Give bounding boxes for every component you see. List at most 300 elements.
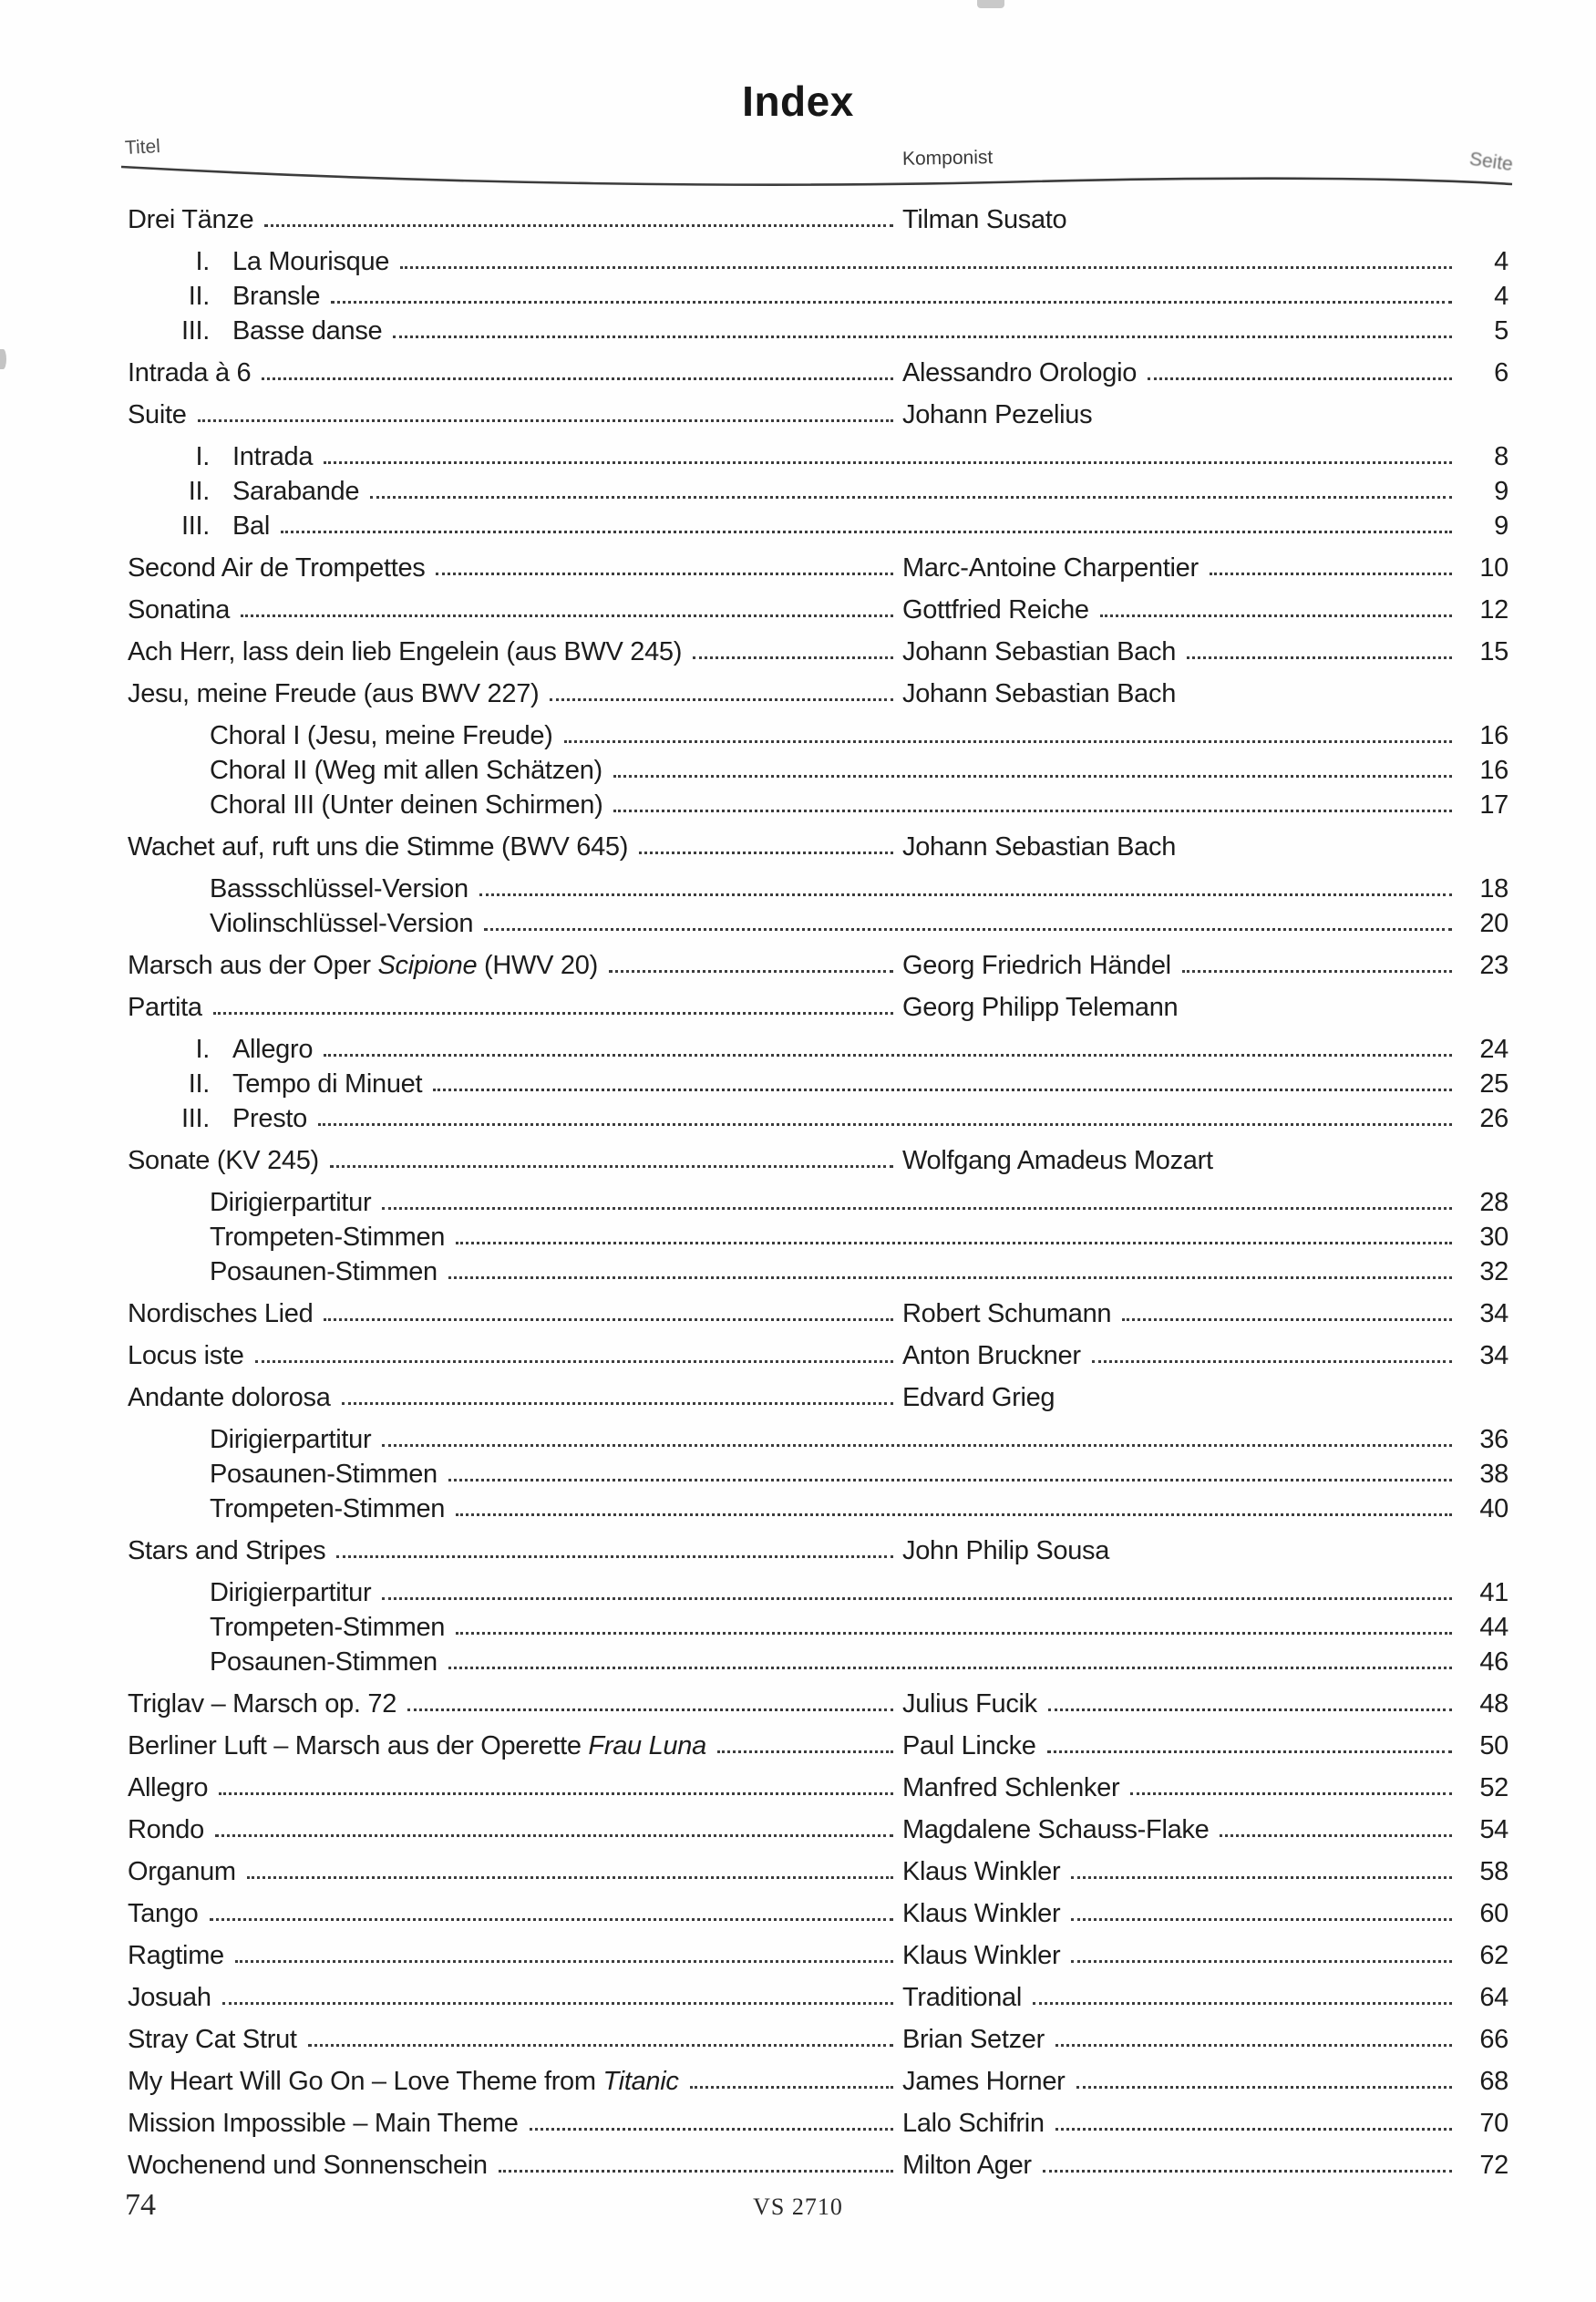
toc-row-left [128, 1495, 1461, 1524]
toc-row-left [128, 283, 1461, 312]
entry-page-number: 8 [1494, 442, 1508, 472]
dot-leader [456, 1242, 1452, 1244]
dot-leader [235, 1960, 893, 1963]
movement-numeral: III. [180, 1104, 210, 1134]
entry-title-text: Stars and Stripes [128, 1536, 326, 1566]
header-rule-line [121, 160, 1513, 193]
toc-row [128, 786, 1508, 821]
toc-row-left [128, 1774, 902, 1803]
entry-page-number: 36 [1479, 1425, 1508, 1455]
entry-title [210, 1258, 438, 1287]
entry-title-text: Intrada [232, 442, 314, 472]
entry-title-text: Ach Herr, lass dein lieb Engelein (aus BWV 245) [128, 637, 683, 667]
entry-composer: Traditional [902, 1983, 1023, 2013]
entry-title-text: Choral II (Weg mit allen Schätzen) [210, 756, 602, 786]
column-header-titel: Titel [124, 135, 161, 160]
toc-row [128, 904, 1508, 939]
toc-row-left [128, 1189, 1461, 1218]
entry-title [210, 1614, 445, 1643]
toc-row [128, 542, 1508, 583]
entry-title-text: Rondo [128, 1815, 204, 1845]
toc-row-left [128, 1614, 1461, 1643]
entry-title-text: Partita [128, 993, 202, 1023]
toc-row [128, 1929, 1508, 1971]
entry-composer: Johann Sebastian Bach [902, 832, 1177, 862]
entry-page-number: 9 [1494, 511, 1508, 542]
dot-leader [1187, 656, 1452, 659]
entry-title-italic: Titanic [602, 2067, 679, 2097]
dot-leader [1220, 1834, 1452, 1837]
dot-leader [1055, 2044, 1452, 2047]
entry-title-text: Triglav – Marsch op. 72 [128, 1689, 397, 1719]
dot-leader [1182, 970, 1452, 973]
dot-leader [1148, 377, 1452, 380]
toc-row [128, 1524, 1508, 1566]
entry-title-text: Trompeten-Stimmen [210, 1494, 446, 1524]
entry-title [232, 248, 389, 277]
entry-title-text: Allegro [128, 1773, 209, 1803]
toc-row [128, 1677, 1508, 1719]
dot-leader [1033, 2002, 1452, 2005]
toc-row-left [128, 1537, 902, 1566]
entry-title [210, 1223, 445, 1253]
dot-leader [550, 698, 893, 701]
entry-page-number: 48 [1479, 1689, 1508, 1719]
toc-row [128, 507, 1508, 542]
toc-row-left [128, 2152, 902, 2181]
entry-title-text: Organum [128, 1857, 236, 1887]
entry-title-text: Second Air de Trompettes [128, 553, 426, 583]
entry-composer: Tilman Susato [902, 205, 1067, 235]
entry-title [210, 875, 469, 904]
toc-row [128, 717, 1508, 751]
toc-row [128, 667, 1508, 709]
dot-leader [690, 2086, 893, 2089]
dot-leader [264, 224, 893, 227]
entry-title-text: Tango [128, 1899, 199, 1929]
entry-page-number: 58 [1479, 1857, 1508, 1887]
dot-leader [219, 1792, 893, 1795]
dot-leader [247, 1876, 893, 1879]
entry-title-text: Wochenend und Sonnenschein [128, 2151, 488, 2181]
toc-row [128, 1608, 1508, 1643]
entry-page-number: 16 [1479, 721, 1508, 751]
entry-page-number: 12 [1479, 595, 1508, 625]
entry-title [232, 1105, 307, 1134]
entry-title [210, 1495, 445, 1524]
toc-row-left [128, 1258, 1461, 1287]
entry-title [232, 1036, 313, 1065]
entry-composer: Klaus Winkler [902, 1899, 1061, 1929]
toc-row-left [128, 478, 1461, 507]
toc-row [128, 939, 1508, 981]
toc-list [128, 193, 1508, 2181]
entry-page-number: 40 [1479, 1494, 1508, 1524]
entry-composer: Anton Bruckner [902, 1341, 1081, 1371]
dot-leader [436, 573, 893, 575]
entry-composer: Klaus Winkler [902, 1941, 1061, 1971]
dot-leader [210, 1918, 893, 1921]
toc-row-left [128, 952, 902, 981]
entry-title-text: Nordisches Lied [128, 1299, 314, 1329]
toc-row-left [128, 638, 902, 667]
movement-numeral: II. [188, 282, 210, 312]
movement-numeral: I. [195, 247, 210, 277]
toc-row-left [128, 1342, 902, 1371]
toc-row [128, 312, 1508, 346]
entry-page-number: 66 [1479, 2025, 1508, 2055]
toc-row-left [128, 554, 902, 583]
toc-row [128, 2139, 1508, 2181]
entry-title [210, 1426, 371, 1455]
footer-page-number: 74 [125, 2188, 156, 2222]
entry-composer: Wolfgang Amadeus Mozart [902, 1146, 1213, 1176]
toc-row-left [128, 596, 902, 625]
entry-title [128, 1690, 396, 1719]
entry-composer: James Horner [902, 2067, 1066, 2097]
toc-row-left [128, 443, 1461, 472]
dot-leader [448, 1667, 1452, 1669]
entry-composer: Robert Schumann [902, 1299, 1112, 1329]
entry-title [210, 910, 473, 939]
entry-page-number: 38 [1479, 1460, 1508, 1490]
dot-leader [222, 2002, 893, 2005]
toc-row-left [128, 791, 1461, 821]
dot-leader [1071, 1918, 1452, 1921]
toc-row-left [128, 1384, 902, 1413]
dot-leader [1071, 1876, 1452, 1879]
dot-leader [324, 461, 1452, 464]
toc-row-left [128, 722, 1461, 751]
entry-title-text: Intrada à 6 [128, 358, 252, 388]
entry-title [128, 401, 187, 430]
toc-row-left [128, 1858, 902, 1887]
entry-page-number: 34 [1479, 1299, 1508, 1329]
dot-leader [484, 928, 1452, 931]
toc-row [128, 1371, 1508, 1413]
entry-title-text: Tempo di Minuet [232, 1069, 423, 1099]
toc-row [128, 1455, 1508, 1490]
entry-page-number: 41 [1479, 1578, 1508, 1608]
entry-title-text: Suite [128, 400, 187, 430]
entry-page-number: 15 [1479, 637, 1508, 667]
entry-page-number: 70 [1479, 2109, 1508, 2139]
toc-row-left [128, 1984, 902, 2013]
entry-page-number: 17 [1479, 790, 1508, 821]
entry-composer: Georg Philipp Telemann [902, 993, 1179, 1023]
toc-row-left [128, 401, 902, 430]
toc-row-left [128, 206, 902, 235]
entry-page-number: 72 [1479, 2151, 1508, 2181]
entry-page-number: 32 [1479, 1257, 1508, 1287]
toc-row-left [128, 2068, 902, 2097]
toc-row-left [128, 1732, 902, 1761]
entry-title-text: My Heart Will Go On – Love Theme from [128, 2067, 603, 2097]
movement-numeral: III. [180, 511, 210, 542]
dot-leader [1071, 1960, 1452, 1963]
dot-leader [336, 1555, 893, 1558]
entry-title-text: Dirigierpartitur [210, 1188, 372, 1218]
toc-row [128, 1574, 1508, 1608]
dot-leader [1210, 573, 1452, 575]
entry-title-text: La Mourisque [232, 247, 390, 277]
dot-leader [1055, 2128, 1452, 2131]
entry-page-number: 18 [1479, 874, 1508, 904]
entry-composer: Johann Pezelius [902, 400, 1093, 430]
entry-title [232, 478, 359, 507]
entry-composer: John Philip Sousa [902, 1536, 1110, 1566]
entry-title-text: Josuah [128, 1983, 211, 2013]
toc-row-left [128, 1461, 1461, 1490]
toc-row-left [128, 833, 902, 862]
movement-numeral: II. [188, 477, 210, 507]
toc-row [128, 870, 1508, 904]
toc-row [128, 821, 1508, 862]
dot-leader [1100, 614, 1452, 617]
entry-title-text: Allegro [232, 1035, 314, 1065]
dot-leader [639, 852, 893, 854]
entry-title-text: Presto [232, 1104, 308, 1134]
movement-numeral: II. [188, 1069, 210, 1099]
entry-title [128, 1384, 331, 1413]
entry-title-italic: Scipione [377, 951, 478, 981]
entry-title [210, 757, 602, 786]
toc-row-left [128, 1036, 1461, 1065]
entry-page-number: 23 [1479, 951, 1508, 981]
dot-leader [609, 970, 893, 973]
dot-leader [382, 1207, 1452, 1210]
entry-composer: Lalo Schifrin [902, 2109, 1045, 2139]
dot-leader [324, 1054, 1452, 1057]
entry-title [128, 1537, 325, 1566]
entry-title-text: Posaunen-Stimmen [210, 1257, 438, 1287]
toc-row [128, 625, 1508, 667]
entry-title [128, 1342, 244, 1371]
dot-leader [215, 1834, 893, 1837]
entry-title-text: Locus iste [128, 1341, 244, 1371]
entry-title [128, 1942, 224, 1971]
entry-title-text: Ragtime [128, 1941, 224, 1971]
entry-title-text: Choral I (Jesu, meine Freude) [210, 721, 553, 751]
dot-leader [400, 266, 1452, 269]
toc-row [128, 981, 1508, 1023]
dot-leader [456, 1513, 1452, 1516]
entry-page-number: 34 [1479, 1341, 1508, 1371]
entry-page-number: 26 [1479, 1104, 1508, 1134]
dot-leader [324, 1318, 893, 1321]
dot-leader [499, 2170, 893, 2173]
entry-composer: Edvard Grieg [902, 1383, 1055, 1413]
toc-row-left [128, 248, 1461, 277]
dot-leader [1048, 1708, 1452, 1711]
toc-row-left [128, 1942, 902, 1971]
toc-row-left [128, 1579, 1461, 1608]
dot-leader [407, 1708, 893, 1711]
toc-row-left [128, 757, 1461, 786]
dot-leader [330, 1165, 893, 1168]
toc-row-left [128, 2026, 902, 2055]
entry-page-number: 60 [1479, 1899, 1508, 1929]
entry-page-number: 10 [1479, 553, 1508, 583]
entry-title-text: Trompeten-Stimmen [210, 1223, 446, 1253]
dot-leader [331, 301, 1452, 304]
dot-leader [717, 1750, 893, 1753]
dot-leader [213, 1012, 893, 1015]
toc-row [128, 1030, 1508, 1065]
toc-row-left [128, 1147, 902, 1176]
entry-title [128, 359, 251, 388]
entry-page-number: 68 [1479, 2067, 1508, 2097]
entry-title-text: Bal [232, 511, 271, 542]
entry-page-number: 44 [1479, 1613, 1508, 1643]
entry-page-number: 16 [1479, 756, 1508, 786]
dot-leader [318, 1123, 1452, 1126]
entry-composer: Julius Fucik [902, 1689, 1037, 1719]
entry-title [210, 722, 553, 751]
entry-title [128, 1816, 204, 1845]
entry-title [128, 1147, 319, 1176]
toc-row [128, 438, 1508, 472]
entry-composer: Paul Lincke [902, 1731, 1036, 1761]
dot-leader [198, 419, 893, 422]
entry-page-number: 5 [1494, 316, 1508, 346]
toc-row-left [128, 1105, 1461, 1134]
entry-page-number: 28 [1479, 1188, 1508, 1218]
toc-row-left [128, 1900, 902, 1929]
toc-row [128, 1845, 1508, 1887]
entry-title-text: Stray Cat Strut [128, 2025, 297, 2055]
entry-title-suffix: (HWV 20) [477, 951, 598, 981]
toc-row [128, 472, 1508, 507]
entry-title-text: Posaunen-Stimmen [210, 1460, 438, 1490]
entry-title-text: Dirigierpartitur [210, 1425, 372, 1455]
toc-row-left [128, 512, 1461, 542]
entry-title [210, 1648, 438, 1677]
entry-title-text: Berliner Luft – Marsch aus der Operette [128, 1731, 589, 1761]
toc-row [128, 1134, 1508, 1176]
toc-row-left [128, 910, 1461, 939]
entry-page-number: 20 [1479, 909, 1508, 939]
entry-title-text: Trompeten-Stimmen [210, 1613, 446, 1643]
entry-title-text: Sarabande [232, 477, 360, 507]
entry-title [128, 1774, 208, 1803]
entry-title [128, 1900, 199, 1929]
toc-row-left [128, 1816, 902, 1845]
entry-title [128, 2110, 519, 2139]
dot-leader [1130, 1792, 1452, 1795]
entry-title [128, 833, 628, 862]
entry-title-text: Bransle [232, 282, 321, 312]
toc-row-left [128, 994, 902, 1023]
entry-title-text: Andante dolorosa [128, 1383, 331, 1413]
dot-leader [1092, 1360, 1452, 1363]
entry-title [232, 317, 382, 346]
entry-title-text: Sonatina [128, 595, 231, 625]
entry-title [128, 596, 230, 625]
entry-composer: Marc-Antoine Charpentier [902, 553, 1199, 583]
toc-row [128, 1329, 1508, 1371]
entry-title [128, 1984, 211, 2013]
toc-row [128, 1719, 1508, 1761]
dot-leader [1076, 2086, 1452, 2089]
dot-leader [448, 1276, 1452, 1279]
dot-leader [255, 1360, 893, 1363]
dot-leader [1122, 1318, 1452, 1321]
movement-numeral: III. [180, 316, 210, 346]
entry-composer: Klaus Winkler [902, 1857, 1061, 1887]
entry-composer: Georg Friedrich Händel [902, 951, 1171, 981]
entry-composer: Manfred Schlenker [902, 1773, 1120, 1803]
entry-title [128, 206, 253, 235]
entry-page-number: 64 [1479, 1983, 1508, 2013]
entry-title [128, 680, 539, 709]
dot-leader [564, 740, 1452, 743]
entry-title-text: Mission Impossible – Main Theme [128, 2109, 519, 2139]
entry-title [128, 2068, 679, 2097]
entry-title [232, 1070, 422, 1099]
entry-title-text: Violinschlüssel-Version [210, 909, 474, 939]
dot-leader [456, 1632, 1452, 1635]
page-title: Index [742, 77, 854, 125]
entry-title-text: Jesu, meine Freude (aus BWV 227) [128, 679, 540, 709]
toc-row [128, 751, 1508, 786]
footer-plate-number: VS 2710 [753, 2194, 843, 2220]
entry-title-text: Sonate (KV 245) [128, 1146, 319, 1176]
entry-title-text: Marsch aus der Oper [128, 951, 378, 981]
entry-title-italic: Frau Luna [588, 1731, 706, 1761]
dot-leader [433, 1089, 1452, 1091]
toc-row-left [128, 1300, 902, 1329]
toc-row [128, 1065, 1508, 1099]
dot-leader [308, 2044, 893, 2047]
dot-leader [693, 656, 893, 659]
toc-row [128, 193, 1508, 235]
toc-row-left [128, 2110, 902, 2139]
entry-page-number: 25 [1479, 1069, 1508, 1099]
entry-title [210, 1461, 438, 1490]
entry-page-number: 62 [1479, 1941, 1508, 1971]
entry-title [232, 283, 320, 312]
dot-leader [342, 1402, 893, 1405]
toc-row [128, 2097, 1508, 2139]
entry-title-text: Wachet auf, ruft uns die Stimme (BWV 645) [128, 832, 629, 862]
entry-title-text: Basse danse [232, 316, 383, 346]
column-header-seite: Seite [1467, 148, 1515, 176]
toc-row [128, 1218, 1508, 1253]
dot-leader [448, 1479, 1452, 1481]
entry-title [128, 952, 598, 981]
dot-leader [530, 2128, 893, 2131]
entry-page-number: 30 [1479, 1223, 1508, 1253]
entry-page-number: 52 [1479, 1773, 1508, 1803]
dot-leader [613, 810, 1452, 812]
dot-leader [479, 893, 1452, 896]
dot-leader [382, 1597, 1452, 1600]
entry-composer: Johann Sebastian Bach [902, 679, 1177, 709]
toc-row [128, 583, 1508, 625]
column-header-komponist: Komponist [901, 147, 994, 170]
entry-composer: Magdalene Schauss-Flake [902, 1815, 1210, 1845]
entry-title [128, 638, 682, 667]
entry-composer: Milton Ager [902, 2151, 1032, 2181]
toc-row [128, 1490, 1508, 1524]
dot-leader [382, 1444, 1452, 1447]
entry-title-text: Dirigierpartitur [210, 1578, 372, 1608]
toc-row [128, 277, 1508, 312]
toc-row-left [128, 680, 902, 709]
scan-artifact-top [977, 0, 1004, 8]
dot-leader [1043, 2170, 1452, 2173]
